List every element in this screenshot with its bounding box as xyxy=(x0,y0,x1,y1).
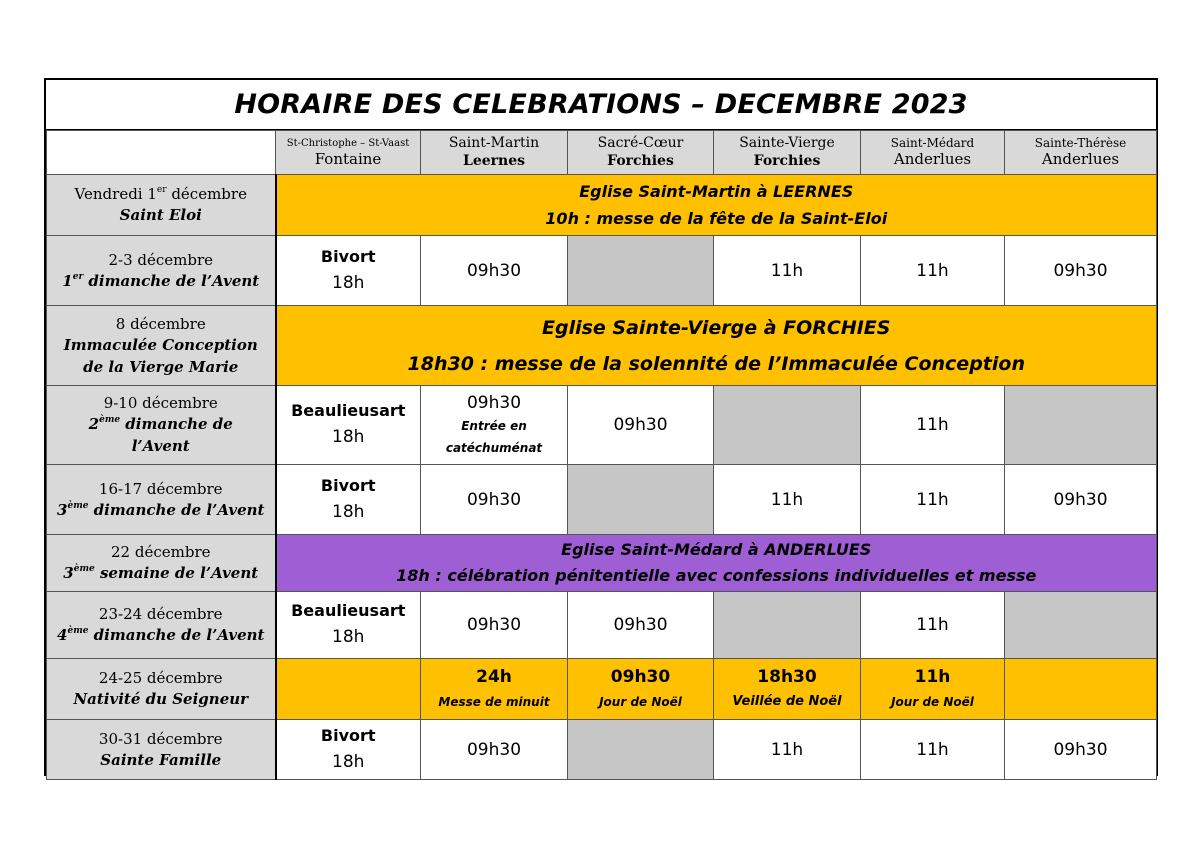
mass-time: 11h xyxy=(770,489,804,510)
header-church-4 xyxy=(714,131,861,175)
banner-cell xyxy=(276,306,1157,386)
feast-sup: ème xyxy=(67,500,89,511)
mass-cell xyxy=(421,659,568,720)
feast-name: semaine de l’Avent xyxy=(94,564,259,582)
feast-name: l’Avent xyxy=(131,437,190,455)
mass-cell xyxy=(861,386,1005,465)
date-cell xyxy=(47,592,276,659)
date-text: Vendredi 1 xyxy=(74,185,157,203)
schedule-table xyxy=(46,130,1157,780)
mass-time: 11h xyxy=(916,615,949,635)
mass-cell xyxy=(421,386,568,465)
church-name: Sacré-Cœur xyxy=(597,135,684,151)
mass-time: 09h30 xyxy=(1053,260,1108,281)
mass-time: 11h xyxy=(916,260,949,281)
mass-cell xyxy=(421,592,568,659)
page-title: HORAIRE DES CELEBRATIONS – DECEMBRE 2023 xyxy=(46,80,1156,130)
schedule-sheet xyxy=(44,78,1158,776)
banner-line-2: 18h30 : messe de la solennité de l’Immaculée Conception xyxy=(407,352,1025,375)
mass-time: 18h xyxy=(332,272,365,293)
feast-name: dimanche de xyxy=(120,415,233,433)
church-name: Sainte-Vierge xyxy=(739,135,835,151)
mass-cell xyxy=(714,465,861,535)
mass-cell xyxy=(861,592,1005,659)
mass-cell xyxy=(421,720,568,780)
header-blank-cell xyxy=(47,131,276,175)
banner-line-2: 10h : messe de la fête de la Saint-Eloi xyxy=(545,209,888,228)
feast-name: 4 xyxy=(57,626,68,644)
mass-cell xyxy=(276,720,421,780)
mass-cell xyxy=(276,465,421,535)
church-name: Saint-Médard xyxy=(890,135,975,150)
mass-time: 11h xyxy=(916,739,949,760)
date-cell xyxy=(47,659,276,720)
mass-cell xyxy=(421,236,568,306)
table-row xyxy=(47,175,1157,236)
feast-name: Immaculée Conception xyxy=(63,335,258,354)
mass-note: Entrée en xyxy=(461,419,527,433)
church-location: Forchies xyxy=(753,153,821,169)
empty-cell xyxy=(568,720,714,780)
mass-cell xyxy=(568,592,714,659)
table-row xyxy=(47,386,1157,465)
feast-name: dimanche de l’Avent xyxy=(88,500,265,519)
mass-time: 11h xyxy=(916,415,949,435)
date-text: 23-24 décembre xyxy=(98,605,223,623)
date-text: 2-3 décembre xyxy=(108,250,214,269)
date-text: 8 décembre xyxy=(115,314,206,333)
date-cell xyxy=(47,720,276,780)
date-text: 9-10 décembre xyxy=(103,394,218,412)
empty-cell xyxy=(1005,592,1157,659)
date-text: 30-31 décembre xyxy=(98,729,223,748)
empty-cell xyxy=(714,592,861,659)
mass-cell xyxy=(714,720,861,780)
mass-time: 18h xyxy=(332,501,365,522)
banner-line-1: Eglise Saint-Médard à ANDERLUES xyxy=(561,540,872,559)
table-row xyxy=(47,720,1157,780)
mass-time: 18h30 xyxy=(757,667,817,687)
empty-cell xyxy=(276,659,421,720)
empty-cell xyxy=(568,465,714,535)
banner-line-2: 18h : célébration pénitentielle avec confessions individuelles et messe xyxy=(396,566,1037,585)
mass-cell xyxy=(276,592,421,659)
church-location: Anderlues xyxy=(893,149,972,168)
table-row xyxy=(47,236,1157,306)
table-row xyxy=(47,659,1157,720)
table-row xyxy=(47,592,1157,659)
date-text: décembre xyxy=(166,185,247,203)
mass-location: Bivort xyxy=(320,246,376,266)
empty-cell xyxy=(1005,659,1157,720)
table-row xyxy=(47,306,1157,386)
mass-time: 09h30 xyxy=(1053,489,1108,510)
mass-note: Jour de Noël xyxy=(891,695,974,709)
mass-cell xyxy=(861,720,1005,780)
header-church-6 xyxy=(1005,131,1157,175)
mass-cell xyxy=(276,236,421,306)
mass-time: 11h xyxy=(770,739,804,760)
date-cell xyxy=(47,535,276,592)
mass-cell xyxy=(861,659,1005,720)
mass-cell xyxy=(861,465,1005,535)
mass-time: 09h30 xyxy=(466,260,522,281)
date-text: 22 décembre xyxy=(111,543,211,561)
mass-cell xyxy=(1005,720,1157,780)
church-name: Sainte-Thérèse xyxy=(1034,135,1127,150)
mass-time: 18h xyxy=(332,427,365,447)
mass-cell xyxy=(861,236,1005,306)
date-cell xyxy=(47,386,276,465)
mass-note: Jour de Noël xyxy=(599,695,682,709)
church-location: Leernes xyxy=(462,153,525,169)
feast-name: Sainte Famille xyxy=(100,750,222,769)
mass-cell xyxy=(421,465,568,535)
mass-time: 09h30 xyxy=(1053,739,1108,760)
mass-note: Messe de minuit xyxy=(438,695,550,709)
table-row xyxy=(47,465,1157,535)
mass-time: 18h xyxy=(332,751,365,772)
header-church-3 xyxy=(568,131,714,175)
feast-name: dimanche de l’Avent xyxy=(88,626,265,644)
date-text: 16-17 décembre xyxy=(98,479,223,498)
empty-cell xyxy=(1005,386,1157,465)
date-cell xyxy=(47,306,276,386)
feast-sup: er xyxy=(72,271,84,282)
church-location: Fontaine xyxy=(314,149,382,168)
feast-name: de la Vierge Marie xyxy=(83,357,239,376)
mass-time: 11h xyxy=(916,489,949,510)
header-church-2 xyxy=(421,131,568,175)
mass-cell xyxy=(568,386,714,465)
mass-time: 09h30 xyxy=(466,489,522,510)
mass-cell xyxy=(714,236,861,306)
banner-cell xyxy=(276,535,1157,592)
mass-time: 18h xyxy=(332,627,365,647)
mass-location: Beaulieusart xyxy=(291,401,406,420)
feast-name: 2 xyxy=(88,415,100,433)
mass-time: 11h xyxy=(770,260,804,281)
feast-sup: ème xyxy=(99,415,121,425)
date-cell xyxy=(47,175,276,236)
mass-time: 09h30 xyxy=(466,615,522,635)
feast-name: 3 xyxy=(57,500,68,519)
banner-line-1: Eglise Saint-Martin à LEERNES xyxy=(579,182,854,201)
feast-sup: ème xyxy=(67,626,89,636)
feast-name: Saint Eloi xyxy=(119,206,202,224)
mass-cell xyxy=(276,386,421,465)
header-church-5 xyxy=(861,131,1005,175)
church-name: St-Christophe – St-Vaast xyxy=(286,137,410,149)
feast-name: dimanche de l’Avent xyxy=(83,271,260,290)
header-church-1 xyxy=(276,131,421,175)
mass-time: 09h30 xyxy=(466,739,522,760)
church-name: Saint-Martin xyxy=(448,135,540,151)
mass-location: Beaulieusart xyxy=(291,601,406,620)
feast-sup: ème xyxy=(73,564,95,574)
feast-name: 1 xyxy=(62,271,73,290)
mass-time: 09h30 xyxy=(466,393,522,413)
mass-time: 11h xyxy=(914,667,951,687)
date-cell xyxy=(47,465,276,535)
date-sup: er xyxy=(156,185,167,195)
mass-location: Bivort xyxy=(320,725,376,745)
mass-location: Bivort xyxy=(320,475,376,495)
banner-cell xyxy=(276,175,1157,236)
mass-cell xyxy=(568,659,714,720)
mass-note: catéchuménat xyxy=(445,441,543,455)
table-row xyxy=(47,535,1157,592)
mass-time: 09h30 xyxy=(613,415,668,435)
feast-name: Nativité du Seigneur xyxy=(73,690,249,708)
empty-cell xyxy=(714,386,861,465)
mass-cell xyxy=(1005,236,1157,306)
mass-note: Veillée de Noël xyxy=(732,694,842,709)
church-location: Forchies xyxy=(607,153,674,169)
banner-line-1: Eglise Sainte-Vierge à FORCHIES xyxy=(542,316,891,339)
mass-cell xyxy=(714,659,861,720)
feast-name: 3 xyxy=(63,564,74,582)
church-location: Anderlues xyxy=(1041,149,1120,168)
empty-cell xyxy=(568,236,714,306)
mass-time: 24h xyxy=(476,667,512,687)
date-text: 24-25 décembre xyxy=(98,669,223,687)
mass-time: 09h30 xyxy=(610,667,671,687)
header-row xyxy=(47,131,1157,175)
mass-time: 09h30 xyxy=(613,615,668,635)
date-cell xyxy=(47,236,276,306)
mass-cell xyxy=(1005,465,1157,535)
